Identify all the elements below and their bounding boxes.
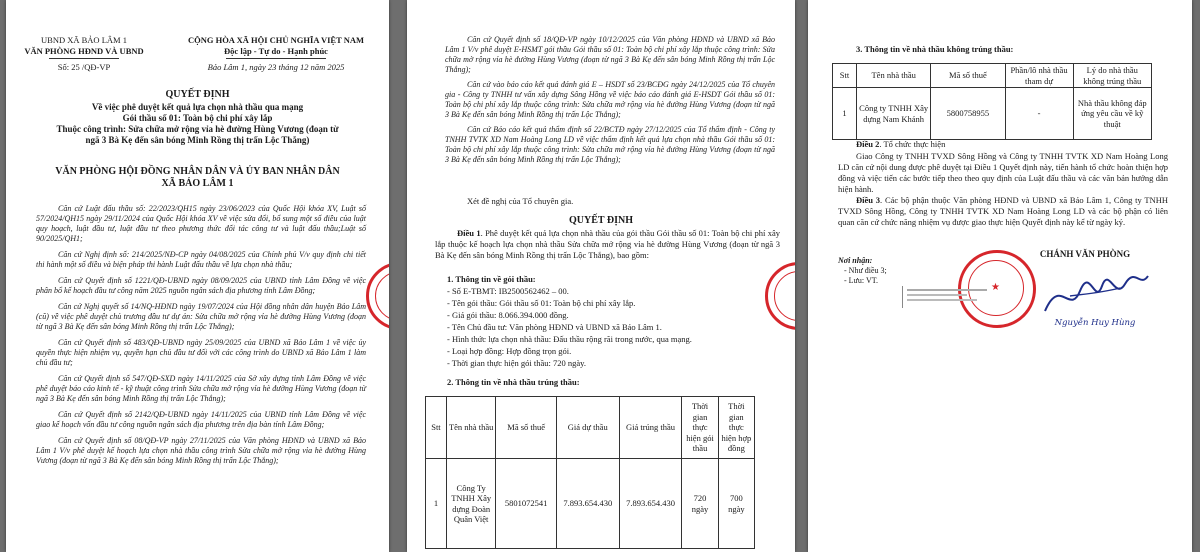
digital-signature-box [902,286,993,308]
package-info-item: - Loại hợp đồng: Hợp đồng trọn gói. [447,346,572,356]
handwritten-signature-icon [1040,266,1150,321]
table-cell: Nhà thầu không đáp ứng yêu cầu về kỹ thuật [1073,88,1151,140]
subject-line: ngã 3 Bà Kẹ đến sân bóng Minh Rồng thị trấn Lộc Thắng) [85,135,310,145]
table-header: Mã số thuế [496,397,557,459]
official-seal: ★ [958,250,1036,328]
article-3-text: . Các bộ phận thuộc Văn phòng HĐND và UBND xã Bảo Lâm 1, Công ty TNHH TVXD Sông Hồng, Công ty TNHH TVTK XD Nam Hoàng Long LD và các bộ phận có liên quan căn cứ chức năng nhiệm vụ được giao thực hiện Quyết định này kể từ ngày ký. [838,195,1168,227]
proposal: Xét đề nghị của Tổ chuyên gia. [467,196,574,206]
table-cell: 1 [833,88,857,140]
nation-line-1: CỘNG HÒA XÃ HỘI CHỦ NGHĨA VIỆT NAM [187,35,365,45]
subject-line: Gói thầu số 01: Toàn bộ chi phí xây lắp [122,113,273,123]
package-info-item: - Tên gói thầu: Gói thầu số 01: Toàn bộ chi phí xây lắp. [447,298,636,308]
official-seal-partial [366,262,389,330]
table-header: Stt [833,64,857,88]
losing-bidder-table [832,63,1152,140]
table-header: Thời gian thực hiện gói thầu [682,397,718,459]
decision-title: QUYẾT ĐỊNH [569,215,633,226]
package-info-item: - Thời gian thực hiện gói thầu: 720 ngày. [447,358,586,368]
doc-number: Số: 25 /QĐ-VP [57,62,111,72]
table-cell: 700 ngày [718,459,754,549]
agency-line-2: VĂN PHÒNG HĐND VÀ UBND [24,46,144,56]
table-cell: - [1005,88,1073,140]
legal-basis: Căn cứ Nghị quyết số 14/NQ-HĐND ngày 19/07/2024 của Hội đồng nhân dân huyện Bảo Lâm (cũ) về việc phê duyệt chủ trương đầu tư dự án: Sửa chữa mở rộng vỉa hè đường Hùng Vương (đoạn từ ngã 3 Bà Kẹ đến sân bóng Minh Rồng thị trấn Lộc Thắng); [36,302,366,331]
table-header: Tên nhà thầu [857,64,931,88]
issuer-line-2: XÃ BẢO LÂM 1 [161,178,234,189]
table-header: Giá dự thầu [556,397,619,459]
place-date: Bảo Lâm 1, ngày 23 tháng 12 năm 2025 [207,62,345,72]
agency-line-1: UBND XÃ BẢO LÂM 1 [41,35,127,45]
section-3-title: 3. Thông tin về nhà thầu không trúng thầu: [856,44,1014,54]
page-title: QUYẾT ĐỊNH [165,89,230,100]
recipients-label: Nơi nhận: [838,256,873,265]
table-header: Lý do nhà thầu không trúng thầu [1073,64,1151,88]
section-2-title: 2. Thông tin về nhà thầu trúng thầu: [447,377,580,387]
legal-basis: Căn cứ Nghị định số: 214/2025/NĐ-CP ngày 04/08/2025 của Chính phủ V/v quy định chi tiết thi hành một số điều và biện pháp thi hành Luật đấu thầu về lựa chọn nhà thầu; [36,250,366,269]
signer-name: Nguyễn Huy Hùng [1054,318,1136,328]
table-cell: 7.893.654.430 [556,459,619,549]
nation-block [166,35,386,59]
article-2-label: Điều 2 [856,139,880,149]
table-cell: 5800758955 [931,88,1005,140]
legal-basis: Căn cứ Quyết định số 18/QĐ-VP ngày 10/12/2025 của Văn phòng HĐND và UBND xã Bảo Lâm 1 V/v phê duyệt E-HSMT gói thầu Gói thầu số 01: Toàn bộ chi phí xây lắp thuộc công trình: Sửa chữa mở rộng vỉa hè đường Hùng Vương (đoạn từ ngã 3 Bà Kẹ đến sân bóng Minh Rồng thị trấn Lộc Thắng); [445,35,775,74]
article-2-body: Giao Công ty TNHH TVXD Sông Hồng và Công ty TNHH TVTK XD Nam Hoàng Long LD căn cứ nội dung được phê duyệt tại Điều 1 Quyết định này, tiến hành tổ chức hoàn thiện hợp đồng và việc tiến các bước tiếp theo theo quy định của Luật đấu thầu và các văn bản hướng dẫn hiện hành. [838,151,1168,194]
legal-basis: Căn cứ Luật đấu thầu số: 22/2023/QH15 ngày 23/06/2023 của Quốc Hội khóa XV, Luật số 57/2024/QH15 ngày 29/11/2024 của Quốc Hội khóa XV về việc sửa đổi, bổ sung một số điều của luật quy hoạch, luật đầu tư, luật đầu tư theo phương thức đối tác công tư và luật đấu thầu;Luật số 90/2025/QH1; [36,204,366,243]
document-page-2 [407,0,795,552]
document-page-1 [6,0,389,552]
table-header: Phần/lô nhà thầu tham dự [1005,64,1073,88]
article-3 [838,195,1168,228]
winning-bidder-table [425,396,755,549]
table-cell: 7.893.654.430 [619,459,682,549]
package-info-list [447,286,777,370]
table-cell: 1 [426,459,447,549]
package-info-item: - Số E-TBMT: IB2500562462 – 00. [447,286,569,296]
issuer-block [16,166,379,190]
subject-line: Thuộc công trình: Sửa chữa mở rộng vỉa hè đường Hùng Vương (đoạn từ [56,124,339,134]
legal-bases [445,35,775,170]
decision-subject [26,102,369,146]
subject-line: Về việc phê duyệt kết quả lựa chọn nhà thầu qua mạng [91,102,304,112]
article-2-text: . Tổ chức thực hiện [879,139,946,149]
table-header: Tên nhà thầu [446,397,496,459]
legal-basis: Căn cứ Quyết định số 08/QĐ-VP ngày 27/11/2025 của Văn phòng HĐND và UBND xã Bảo Lâm 1 V/v phê duyệt kế hoạch lựa chọn nhà thầu công trình Sửa chữa mở rộng vỉa hè đường Hùng Vương (đoạn từ ngã 3 Bà Kẹ đến sân bóng Minh Rồng thị trấn Lộc Thắng); [36,436,366,465]
table-header-row [833,64,1152,88]
package-info-item: - Hình thức lựa chọn nhà thầu: Đấu thầu rộng rãi trong nước, qua mạng. [447,334,692,344]
agency-block [14,35,154,59]
table-cell: 5801072541 [496,459,557,549]
section-1-title: 1. Thông tin về gói thầu: [447,274,536,284]
table-header: Thời gian thực hiện hợp đồng [718,397,754,459]
article-1 [435,228,780,261]
table-row [426,459,755,549]
table-header: Stt [426,397,447,459]
legal-basis: Căn cứ vào báo cáo kết quả đánh giá E – HSDT số 23/BCĐG ngày 24/12/2025 của Tổ chuyên gia - Công ty TNHH tư vấn xây dựng Sông Hồng về việc báo cáo đánh giá E-HSDT Gói thầu số 01: Toàn bộ chi phí xây lắp thuộc công trình: Sửa chữa mở rộng vỉa hè đường Hùng Vương (đoạn từ ngã 3 Bà Kẹ đến sân bóng Minh Rồng thị trấn Lộc Thắng); [445,80,775,119]
article-2-heading [856,139,945,150]
article-1-text: . Phê duyệt kết quả lựa chọn nhà thầu của gói thầu Gói thầu số 01: Toàn bộ chi phí xây lắp thuộc kế hoạch lựa chọn nhà thầu Sửa chữa mở rộng vỉa hè đường Hùng Vương (đoạn từ ngã 3 Bà Kẹ đến sân bóng Minh Rồng thị trấn Lộc Thắng), bao gồm: [435,228,781,260]
recipients-block [838,256,958,286]
legal-basis: Căn cứ Quyết định số 2142/QĐ-UBND ngày 14/11/2025 của UBND tỉnh Lâm Đồng về việc giao kế hoạch vốn đầu tư công nguồn ngân sách địa phương trên địa bàn tỉnh Lâm Đồng; [36,410,366,429]
issuer-line-1: VĂN PHÒNG HỘI ĐỒNG NHÂN DÂN VÀ ỦY BAN NHÂN DÂN [55,166,340,177]
legal-bases [36,204,366,472]
table-header: Mã số thuế [931,64,1005,88]
table-cell: Công Ty TNHH Xây dựng Đoàn Quân Việt [446,459,496,549]
table-row [833,88,1152,140]
legal-basis: Căn cứ Quyết định số 547/QĐ-SXD ngày 14/11/2025 của Sở xây dựng tỉnh Lâm Đồng về việc phê duyệt báo cáo kinh tế - kỹ thuật công trình Sửa chữa mở rộng vỉa hè đường Hùng Vương (đoạn từ ngã 3 Bà Kẹ đến sân bóng Minh Rồng thị trấn Lộc Thắng); [36,374,366,403]
legal-basis: Căn cứ Quyết định số 483/QĐ-UBND ngày 25/09/2025 của UBND xã Bảo Lâm 1 về việc ủy quyền thực hiện nhiệm vụ, quyền hạn chủ đầu tư đối với các công trình do UBND xã Bảo Lâm 1 làm chủ đầu tư; [36,338,366,367]
article-1-label: Điều 1 [457,228,481,238]
table-cell: Công ty TNHH Xây dựng Nam Khánh [857,88,931,140]
recipient-item: - Như điều 3; [844,266,887,275]
recipient-item: - Lưu: VT. [844,276,879,285]
table-cell: 720 ngày [682,459,718,549]
article-3-label: Điều 3 [856,195,881,205]
signer-title: CHÁNH VĂN PHÒNG [1039,249,1131,259]
legal-basis: Căn cứ Báo cáo kết quả thẩm định số 22/BCTĐ ngày 27/12/2025 của Tổ thẩm định - Công ty TNHH TVTK XD Nam Hoàng Long LD về việc thẩm định kết quả lựa chọn nhà thầu Gói thầu số 01: Toàn bộ chi phí xây lắp thuộc công trình: Sửa chữa mở rộng vỉa hè đường Hùng Vương (đoạn từ ngã 3 Bà Kẹ đến sân bóng Minh Rồng thị trấn Lộc Thắng); [445,125,775,164]
table-header: Giá trúng thầu [619,397,682,459]
legal-basis: Căn cứ Quyết định số 1221/QĐ-UBND ngày 08/09/2025 của UBND tỉnh Lâm Đồng về việc phân bổ kế hoạch đầu tư công năm 2025 nguồn ngân sách địa phương tỉnh Lâm Đồng; [36,276,366,295]
document-page-3 [808,0,1192,552]
package-info-item: - Tên Chủ đầu tư: Văn phòng HĐND và UBND xã Bảo Lâm 1. [447,322,662,332]
nation-line-2: Độc lập - Tự do - Hạnh phúc [224,46,328,56]
package-info-item: - Giá gói thầu: 8.066.394.000 đồng. [447,310,569,320]
table-header-row [426,397,755,459]
